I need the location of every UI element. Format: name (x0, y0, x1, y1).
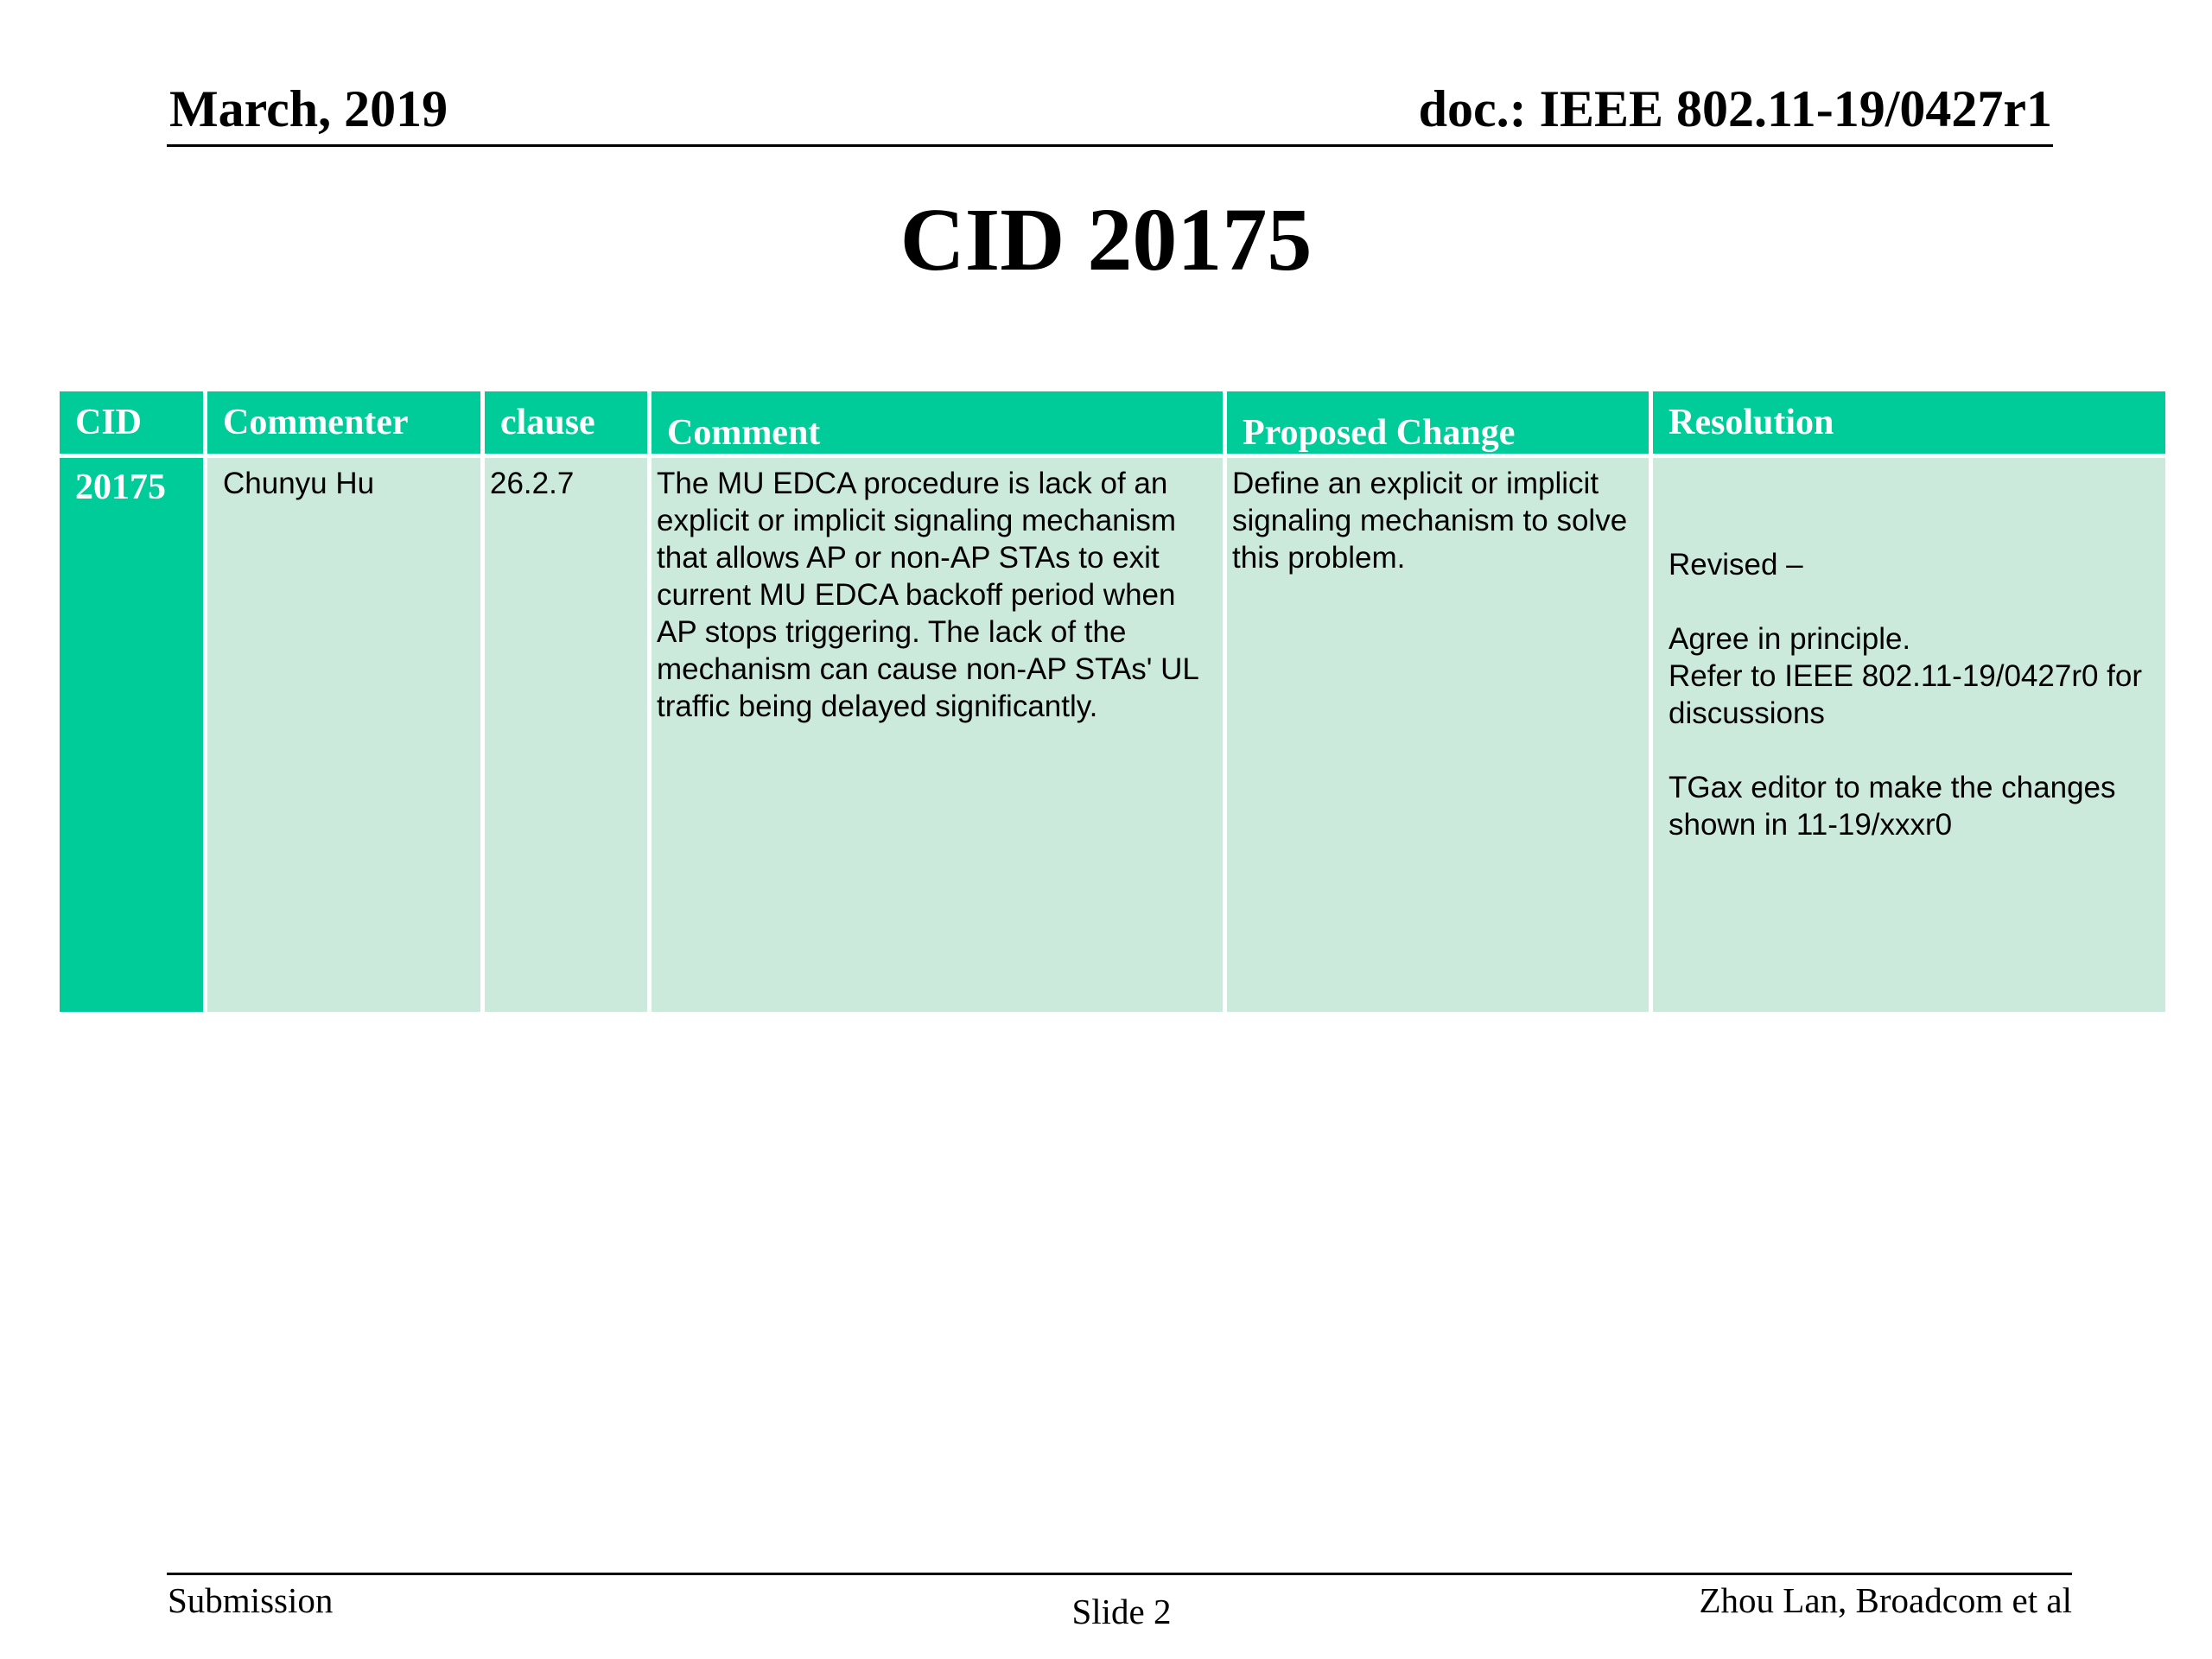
header-clause: clause (483, 390, 650, 456)
table-row (58, 456, 2168, 1014)
cell-proposed-change: Define an explicit or implicit signaling mechanism to solve this problem. (1225, 456, 1651, 1014)
cell-cid: 20175 (58, 456, 206, 1014)
footer-author: Zhou Lan, Broadcom et al (1699, 1580, 2072, 1620)
comment-resolution-table (55, 387, 2170, 1016)
slide-title: CID 20175 (899, 190, 1313, 289)
table-header-row (58, 390, 2168, 456)
header-cid: CID (58, 390, 206, 456)
resolution-principle: Agree in principle. (1669, 622, 1911, 657)
cell-commenter: Chunyu Hu (206, 456, 483, 1014)
header-date: March, 2019 (169, 80, 448, 137)
cell-comment: The MU EDCA procedure is lack of an explicit or implicit signaling mechanism that allows AP or non-AP STAs to exit current MU EDCA backoff period when AP stops triggering. The lack of the mechanism can cause non-AP STAs' UL traffic being delayed significantly. (650, 456, 1225, 1014)
resolution-text (1669, 546, 2157, 843)
footer-submission: Submission (168, 1580, 334, 1620)
cell-resolution (1651, 456, 2168, 1014)
header-proposed-change: Proposed Change (1225, 390, 1651, 456)
footer-divider (167, 1573, 2072, 1575)
resolution-spacer (1669, 732, 2157, 769)
footer-slide-number: Slide 2 (1071, 1592, 1172, 1631)
resolution-status: Revised – (1669, 548, 1803, 582)
header-divider (167, 144, 2053, 147)
header-comment: Comment (650, 390, 1225, 456)
cell-clause: 26.2.7 (483, 456, 650, 1014)
resolution-editor-instruction: TGax editor to make the changes shown in 11-19/xxxr0 (1669, 771, 2116, 842)
header-resolution: Resolution (1651, 390, 2168, 456)
resolution-reference: Refer to IEEE 802.11-19/0427r0 for discussions (1669, 659, 2143, 731)
header-doc-id: doc.: IEEE 802.11-19/0427r1 (1418, 80, 2052, 137)
header-commenter: Commenter (206, 390, 483, 456)
resolution-spacer (1669, 583, 2157, 620)
